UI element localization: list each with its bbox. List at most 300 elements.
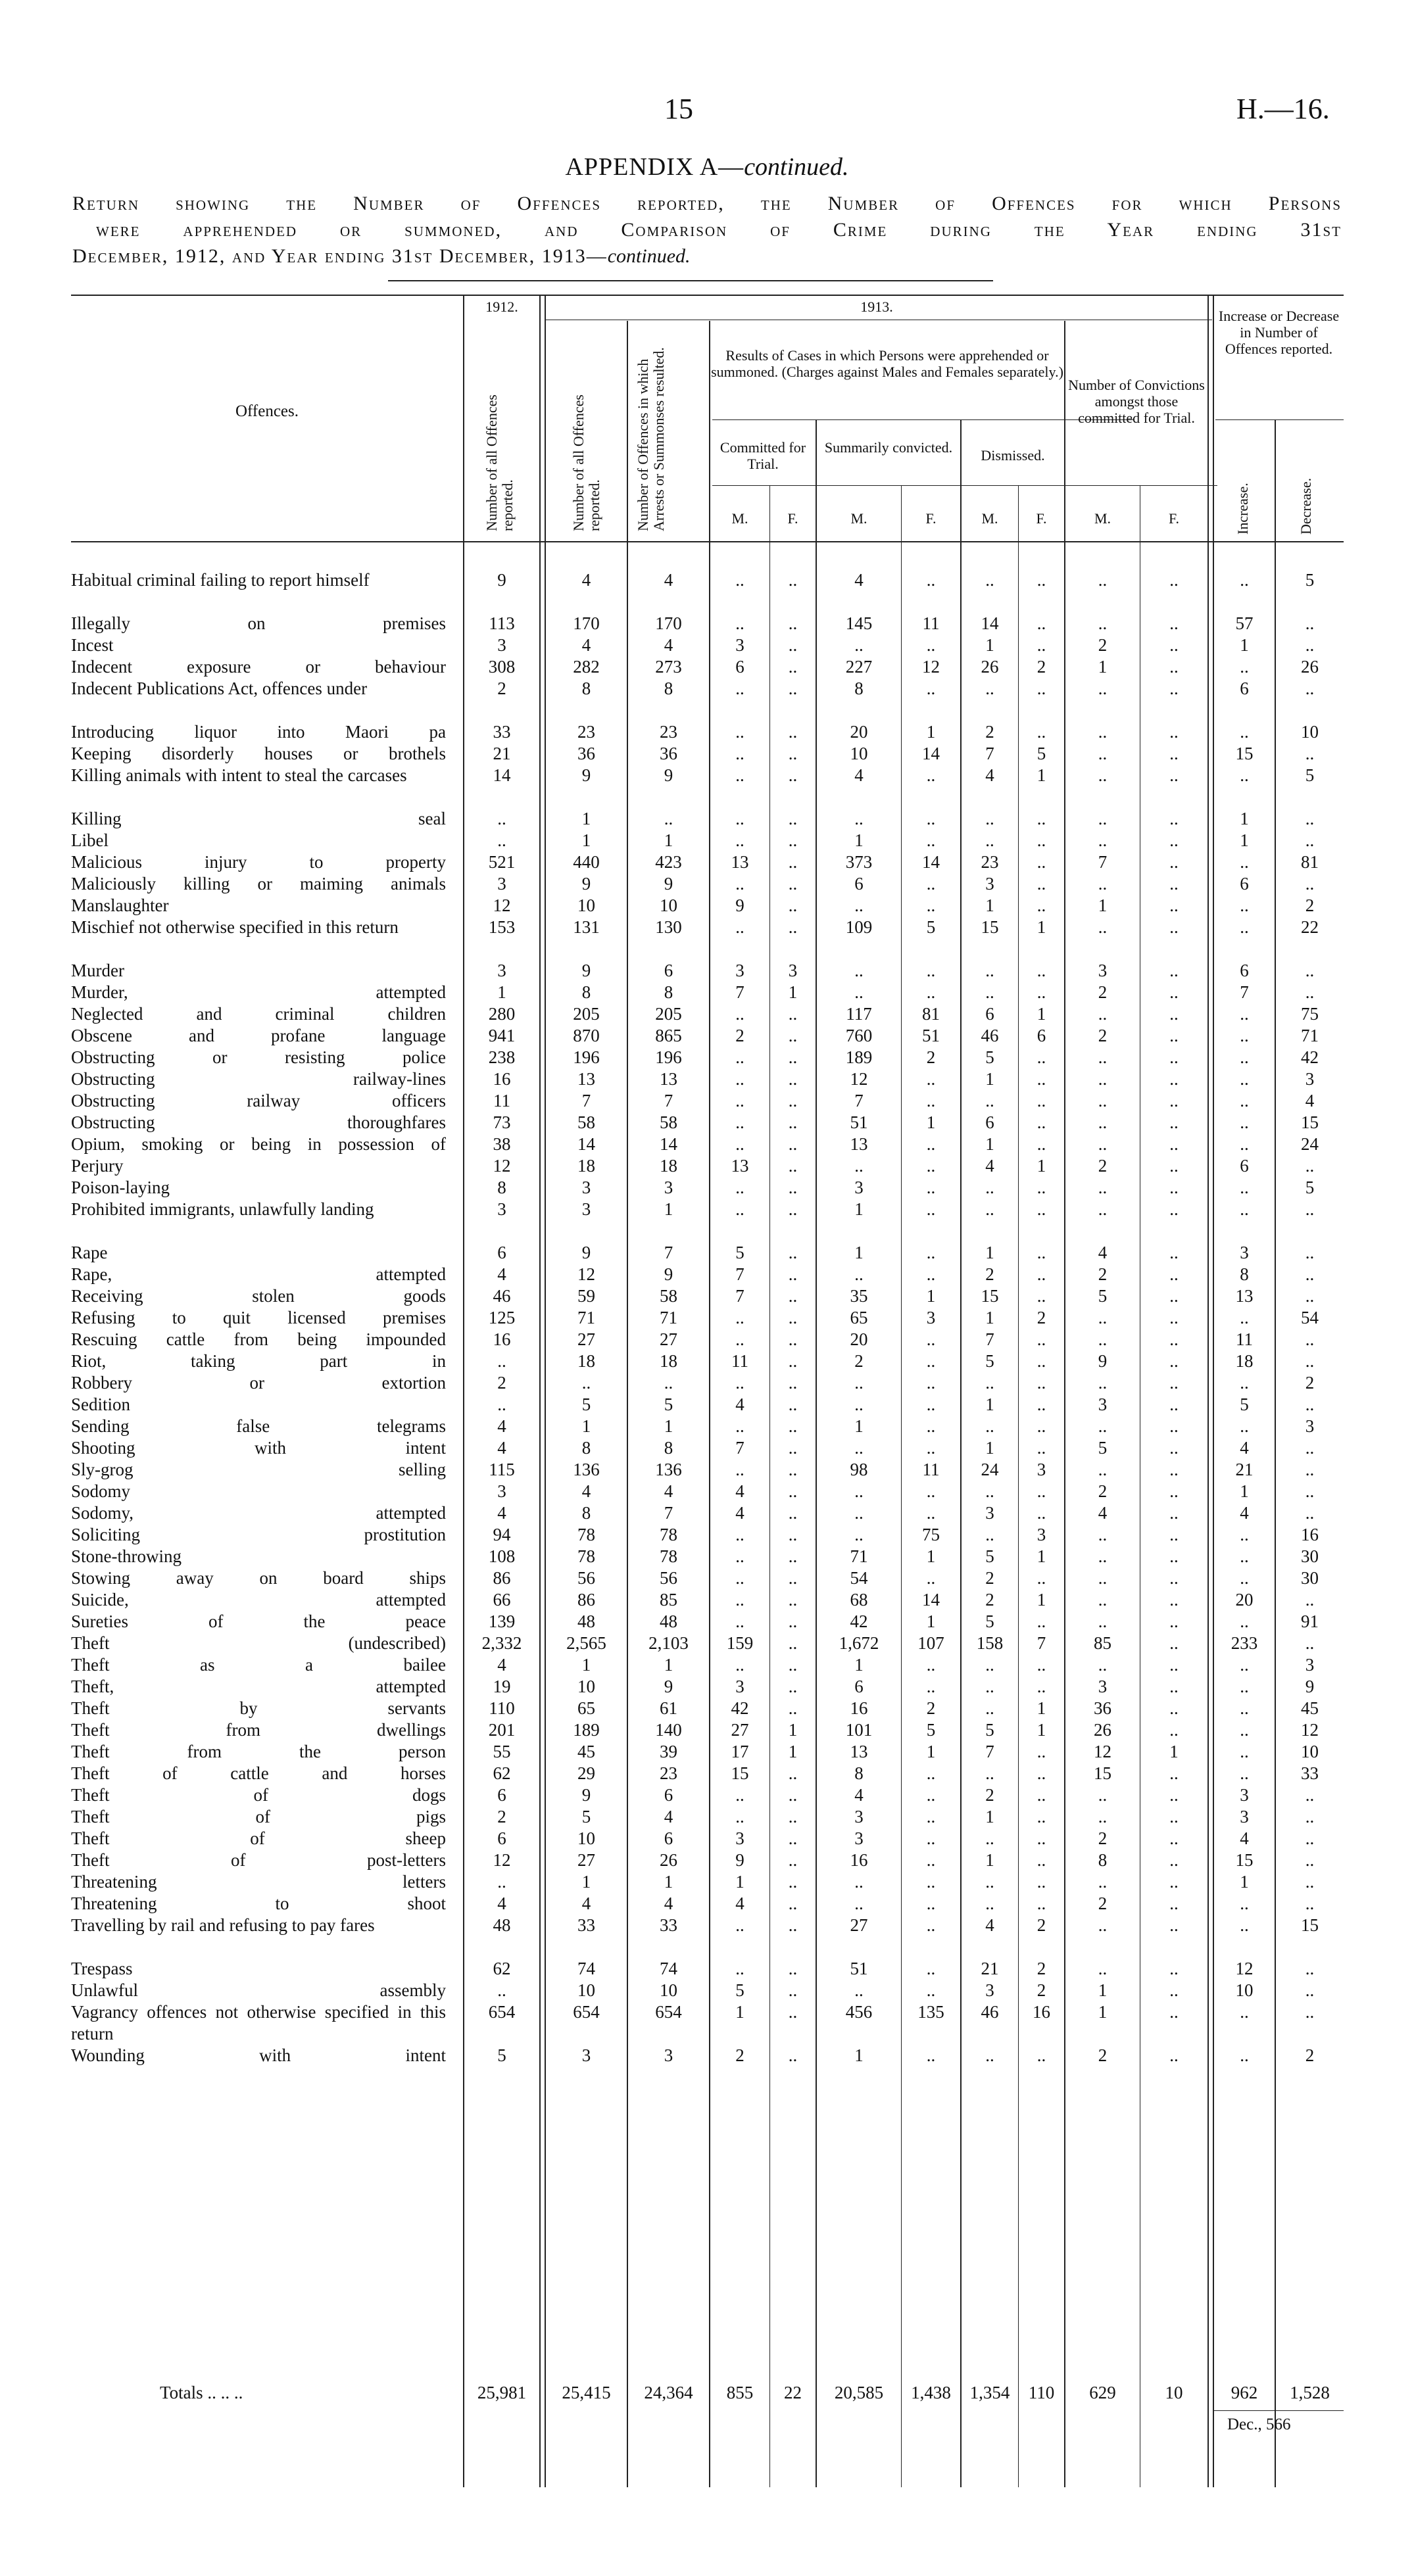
table-cell: 9 — [497, 570, 506, 590]
table-cell: .. — [735, 1568, 744, 1588]
table-cell: 2 — [497, 1807, 506, 1826]
table-cell: 15 — [1301, 1915, 1319, 1935]
table-cell: .. — [735, 1655, 744, 1675]
table-cell: .. — [1240, 1894, 1249, 1913]
table-cell: .. — [1036, 570, 1046, 590]
table-cell: 2 — [1098, 1894, 1108, 1913]
table-cell: 1 — [497, 982, 506, 1002]
table-cell: .. — [985, 1698, 994, 1718]
table-row — [71, 1459, 1344, 1481]
table-cell: 5 — [1098, 1438, 1108, 1458]
table-cell: 1 — [1098, 2002, 1108, 2022]
table-cell: 6 — [1240, 679, 1249, 698]
table-cell: 1 — [926, 1546, 936, 1566]
table-cell: .. — [926, 1828, 936, 1848]
table-cell: .. — [497, 1980, 506, 2000]
table-cell: .. — [1169, 744, 1179, 763]
table-cell: 3 — [1240, 1785, 1249, 1805]
table-cell: 1 — [1036, 1546, 1046, 1566]
table-cell: 5 — [735, 1243, 744, 1262]
table-cell: .. — [854, 895, 864, 915]
table-cell: .. — [1036, 1112, 1046, 1132]
table-cell: 9 — [664, 874, 673, 894]
table-cell: 4 — [985, 765, 994, 785]
offence-name: Obstructing or resisting police — [71, 1047, 446, 1067]
table-cell: 1 — [985, 1134, 994, 1154]
table-cell: .. — [1305, 1438, 1315, 1458]
offence-name: Rape — [71, 1243, 108, 1262]
table-cell: 4 — [497, 1438, 506, 1458]
table-cell: .. — [854, 1894, 864, 1913]
table-cell: 2,103 — [648, 1633, 689, 1653]
offence-name: Theft from dwellings — [71, 1720, 446, 1740]
offence-name: Opium, smoking or being in possession of — [71, 1134, 446, 1154]
totals-cell: 855 — [726, 2383, 754, 2402]
table-row — [71, 830, 1344, 851]
table-cell: .. — [788, 1134, 798, 1154]
offence-name: Obstructing railway officers — [71, 1091, 446, 1110]
table-cell: 17 — [731, 1742, 749, 1761]
table-cell: 46 — [493, 1286, 511, 1306]
table-cell: .. — [735, 1329, 744, 1349]
table-cell: .. — [735, 1590, 744, 1610]
table-cell: .. — [1169, 895, 1179, 915]
table-cell: .. — [1036, 1503, 1046, 1523]
table-row — [71, 1719, 1344, 1741]
table-cell: 10 — [850, 744, 868, 763]
table-cell: .. — [735, 1308, 744, 1327]
table-cell: 654 — [655, 2002, 682, 2022]
table-cell: 58 — [660, 1112, 677, 1132]
table-cell: 26 — [1301, 657, 1319, 677]
table-cell: .. — [735, 613, 744, 633]
table-cell: .. — [1240, 852, 1249, 872]
table-row — [71, 1264, 1344, 1285]
sub-rule-mf — [712, 485, 1217, 486]
table-cell: .. — [497, 1395, 506, 1414]
table-cell: 521 — [488, 852, 516, 872]
title-line-2: were apprehended or summoned, and Comparison of Crime during the Year ending 31st — [96, 219, 1342, 241]
table-cell: 13 — [850, 1742, 868, 1761]
table-cell: .. — [1305, 809, 1315, 828]
table-cell: 2,332 — [481, 1633, 522, 1653]
table-cell: .. — [985, 982, 994, 1002]
table-row — [71, 721, 1344, 743]
table-cell: 15 — [981, 1286, 999, 1306]
table-cell: 189 — [573, 1720, 600, 1740]
table-cell: 440 — [573, 852, 600, 872]
offence-name: Rescuing cattle from being impounded — [71, 1329, 446, 1349]
table-cell: .. — [1036, 1807, 1046, 1826]
table-cell: .. — [854, 961, 864, 980]
table-cell: 1,672 — [839, 1633, 879, 1653]
table-cell: 48 — [577, 1611, 595, 1631]
offence-name: Sodomy — [71, 1481, 131, 1501]
table-cell: 9 — [581, 1785, 591, 1805]
table-cell: 7 — [985, 744, 994, 763]
table-cell: .. — [735, 1460, 744, 1479]
table-cell: .. — [497, 830, 506, 850]
table-row — [71, 1654, 1344, 1676]
table-cell: .. — [788, 1416, 798, 1436]
table-cell: .. — [788, 2045, 798, 2065]
table-cell: 423 — [655, 852, 682, 872]
table-cell: 4 — [735, 1503, 744, 1523]
table-row — [71, 917, 1344, 960]
table-cell: 86 — [577, 1590, 595, 1610]
table-cell: .. — [788, 1894, 798, 1913]
table-cell: .. — [788, 1199, 798, 1219]
table-cell: 81 — [922, 1004, 940, 1024]
table-cell: 3 — [581, 1178, 591, 1197]
table-cell: 1 — [1036, 1720, 1046, 1740]
table-cell: 78 — [577, 1546, 595, 1566]
summarily-f-header: F. — [925, 510, 937, 527]
table-cell: .. — [1098, 1329, 1108, 1349]
table-cell: 6 — [1240, 961, 1249, 980]
table-cell: 6 — [854, 1677, 864, 1696]
table-cell: .. — [1169, 1134, 1179, 1154]
table-cell: .. — [985, 809, 994, 828]
table-cell: .. — [1169, 1373, 1179, 1393]
table-row — [71, 1524, 1344, 1546]
table-cell: 23 — [577, 722, 595, 742]
convictions-m-header: M. — [1094, 510, 1111, 527]
offence-name: Incest — [71, 635, 114, 655]
table-cell: 33 — [577, 1915, 595, 1935]
table-row — [71, 1546, 1344, 1567]
table-cell: 7 — [735, 1264, 744, 1284]
table-cell: .. — [1098, 679, 1108, 698]
table-cell: .. — [926, 1091, 936, 1110]
table-cell: .. — [1036, 1199, 1046, 1219]
table-cell: .. — [926, 1894, 936, 1913]
table-cell: .. — [788, 1785, 798, 1805]
table-cell: 205 — [655, 1004, 682, 1024]
offence-name: Theft of dogs — [71, 1785, 446, 1805]
table-cell: 2 — [854, 1351, 864, 1371]
table-cell: 15 — [1094, 1763, 1111, 1783]
table-cell: .. — [985, 1677, 994, 1696]
table-row — [71, 1481, 1344, 1502]
table-cell: 98 — [850, 1460, 868, 1479]
offence-name: Soliciting prostitution — [71, 1525, 446, 1544]
table-cell: 78 — [660, 1525, 677, 1544]
table-cell: 7 — [985, 1742, 994, 1761]
reported-1912-header: Number of all Offences reported. — [483, 394, 516, 531]
title-rule — [388, 280, 993, 281]
table-cell: .. — [854, 1872, 864, 1892]
table-cell: .. — [735, 1134, 744, 1154]
table-row — [71, 1567, 1344, 1589]
table-cell: 5 — [1036, 744, 1046, 763]
table-cell: .. — [788, 1004, 798, 1024]
table-cell: 4 — [664, 1807, 673, 1826]
table-cell: .. — [1098, 1112, 1108, 1132]
totals-cell: 20,585 — [834, 2383, 884, 2402]
table-cell: .. — [1240, 1047, 1249, 1067]
table-cell: .. — [1036, 1243, 1046, 1262]
table-cell: .. — [735, 1915, 744, 1935]
table-cell: 4 — [497, 1894, 506, 1913]
table-cell: .. — [788, 809, 798, 828]
table-cell: 4 — [664, 1894, 673, 1913]
offence-name: Sedition — [71, 1395, 131, 1414]
table-cell: 1 — [664, 1416, 673, 1436]
table-row — [71, 2001, 1344, 2045]
table-cell: .. — [1169, 1894, 1179, 1913]
table-cell: .. — [788, 1481, 798, 1501]
table-cell: .. — [1240, 2002, 1249, 2022]
table-cell: 30 — [1301, 1568, 1319, 1588]
table-cell: .. — [1169, 852, 1179, 872]
table-cell: .. — [1305, 1264, 1315, 1284]
table-cell: .. — [1098, 917, 1108, 937]
table-cell: .. — [1036, 1742, 1046, 1761]
table-cell: 3 — [497, 1481, 506, 1501]
table-cell: 145 — [845, 613, 873, 633]
table-cell: .. — [1169, 657, 1179, 677]
table-cell: .. — [926, 1416, 936, 1436]
table-cell: .. — [926, 1156, 936, 1176]
table-cell: .. — [1036, 635, 1046, 655]
offence-name: Vagrancy offences not otherwise specified in this return — [71, 2002, 446, 2043]
table-cell: 4 — [497, 1416, 506, 1436]
totals-cell: 1,354 — [969, 2383, 1010, 2402]
table-cell: .. — [854, 1503, 864, 1523]
table-cell: .. — [788, 1850, 798, 1870]
table-cell: .. — [926, 961, 936, 980]
table-cell: 8 — [854, 679, 864, 698]
table-cell: .. — [735, 1069, 744, 1089]
table-cell: .. — [1305, 1959, 1315, 1978]
table-top-rule — [71, 295, 1344, 296]
table-cell: 4 — [664, 570, 673, 590]
table-cell: .. — [788, 765, 798, 785]
table-cell: 57 — [1235, 613, 1254, 633]
table-cell: 8 — [581, 1438, 591, 1458]
year-1912-header: 1912. — [485, 298, 518, 315]
table-cell: .. — [1240, 1026, 1249, 1045]
table-cell: .. — [1169, 1915, 1179, 1935]
table-cell: .. — [926, 1243, 936, 1262]
table-cell: 71 — [660, 1308, 677, 1327]
table-cell: 11 — [922, 613, 940, 633]
table-cell: 54 — [850, 1568, 868, 1588]
table-cell: 7 — [664, 1503, 673, 1523]
table-cell: 109 — [845, 917, 873, 937]
table-cell: .. — [985, 1872, 994, 1892]
table-cell: 3 — [1098, 1677, 1108, 1696]
table-cell: 2 — [1305, 2045, 1315, 2065]
table-cell: 196 — [573, 1047, 600, 1067]
table-cell: .. — [788, 1286, 798, 1306]
offence-name: Wounding with intent — [71, 2045, 446, 2065]
table-cell: .. — [1240, 1742, 1249, 1761]
table-row — [71, 1003, 1344, 1025]
offence-name: Obscene and profane language — [71, 1026, 446, 1045]
offence-name: Sureties of the peace — [71, 1611, 446, 1631]
table-cell: .. — [1240, 1134, 1249, 1154]
table-cell: 9 — [735, 1850, 744, 1870]
table-cell: 2 — [926, 1047, 936, 1067]
table-cell: 3 — [985, 1503, 994, 1523]
table-cell: .. — [1169, 1329, 1179, 1349]
table-cell: .. — [1169, 1438, 1179, 1458]
table-cell: .. — [926, 1503, 936, 1523]
table-cell: 7 — [664, 1091, 673, 1110]
convictions-header: Number of Convictions amongst those committed for Trial. — [1068, 377, 1205, 426]
table-cell: .. — [1169, 613, 1179, 633]
table-cell: 12 — [493, 1156, 511, 1176]
table-cell: .. — [1240, 1373, 1249, 1393]
table-row — [71, 1372, 1344, 1394]
title-line-3: December, 1912, and Year ending 31st December, 1913—continued. — [72, 245, 691, 267]
table-cell: 2 — [985, 1590, 994, 1610]
table-cell: 7 — [985, 1329, 994, 1349]
table-cell: 85 — [660, 1590, 677, 1610]
table-cell: 22 — [1301, 917, 1319, 937]
table-row — [71, 1958, 1344, 1980]
table-cell: 2 — [497, 679, 506, 698]
table-cell: 3 — [581, 1199, 591, 1219]
summarily-m-header: M. — [850, 510, 867, 527]
table-cell: 125 — [488, 1308, 516, 1327]
table-row — [71, 1589, 1344, 1611]
table-cell: 6 — [985, 1004, 994, 1024]
table-cell: .. — [788, 874, 798, 894]
table-cell: .. — [1240, 1568, 1249, 1588]
table-cell: .. — [1098, 1915, 1108, 1935]
table-cell: 66 — [493, 1590, 511, 1610]
table-cell: .. — [926, 1959, 936, 1978]
table-cell: .. — [788, 1373, 798, 1393]
table-cell: .. — [1036, 1178, 1046, 1197]
table-cell: .. — [1169, 1460, 1179, 1479]
table-cell: 2 — [735, 2045, 744, 2065]
table-cell: 1 — [926, 1286, 936, 1306]
table-cell: .. — [1169, 1698, 1179, 1718]
table-cell: .. — [497, 1872, 506, 1892]
offence-name: Theft (undescribed) — [71, 1633, 446, 1653]
offence-name: Indecent Publications Act, offences under — [71, 679, 368, 698]
offence-name: Theft, attempted — [71, 1677, 446, 1696]
table-cell: .. — [926, 570, 936, 590]
table-cell: .. — [1169, 1633, 1179, 1653]
offence-name: Theft by servants — [71, 1698, 446, 1718]
table-cell: .. — [985, 1373, 994, 1393]
table-cell: 2 — [1098, 1026, 1108, 1045]
table-cell: .. — [735, 917, 744, 937]
table-cell: 15 — [731, 1763, 749, 1783]
table-cell: .. — [1169, 1850, 1179, 1870]
offence-name: Rape, attempted — [71, 1264, 446, 1284]
table-cell: .. — [985, 2045, 994, 2065]
table-cell: 1 — [1098, 657, 1108, 677]
table-cell: 1 — [735, 1872, 744, 1892]
table-cell: .. — [1169, 1481, 1179, 1501]
table-cell: .. — [926, 1655, 936, 1675]
table-row — [71, 1350, 1344, 1372]
table-row — [71, 1307, 1344, 1329]
table-cell: 5 — [985, 1351, 994, 1371]
table-cell: .. — [1169, 1980, 1179, 2000]
table-cell: .. — [788, 744, 798, 763]
table-cell: 1 — [1036, 917, 1046, 937]
table-cell: .. — [1305, 1481, 1315, 1501]
paper-reference: H.—16. — [1236, 93, 1330, 125]
offences-header: Offences. — [235, 402, 299, 420]
table-row — [71, 1698, 1344, 1719]
table-cell: .. — [1240, 1091, 1249, 1110]
table-cell: 9 — [581, 961, 591, 980]
table-cell: .. — [1169, 830, 1179, 850]
table-cell: 2 — [1098, 635, 1108, 655]
table-cell: .. — [788, 1243, 798, 1262]
table-cell: .. — [1098, 1525, 1108, 1544]
table-cell: .. — [735, 722, 744, 742]
table-cell: .. — [926, 895, 936, 915]
totals-cell: 25,415 — [562, 2383, 611, 2402]
table-row — [71, 1437, 1344, 1459]
table-cell: 46 — [981, 2002, 999, 2022]
table-cell: 9 — [664, 1677, 673, 1696]
table-cell: .. — [1169, 765, 1179, 785]
table-cell: .. — [1305, 1243, 1315, 1262]
table-cell: .. — [1169, 874, 1179, 894]
table-cell: .. — [926, 1438, 936, 1458]
table-cell: 136 — [573, 1460, 600, 1479]
table-cell: 10 — [1301, 1742, 1319, 1761]
table-cell: .. — [788, 1633, 798, 1653]
table-cell: 1 — [926, 1742, 936, 1761]
table-cell: .. — [985, 1199, 994, 1219]
table-cell: 21 — [1235, 1460, 1254, 1479]
table-cell: .. — [788, 830, 798, 850]
table-cell: .. — [735, 1373, 744, 1393]
table-cell: 1 — [985, 1308, 994, 1327]
table-cell: 75 — [922, 1525, 940, 1544]
table-cell: 71 — [850, 1546, 868, 1566]
table-cell: 3 — [581, 2045, 591, 2065]
table-cell: 8 — [581, 1503, 591, 1523]
table-cell: .. — [735, 1112, 744, 1132]
offence-name: Perjury — [71, 1156, 124, 1176]
totals-cell: 24,364 — [644, 2383, 693, 2402]
offence-name: Unlawful assembly — [71, 1980, 446, 2000]
table-cell: .. — [1305, 2002, 1315, 2022]
table-row — [71, 1177, 1344, 1199]
table-cell: .. — [854, 982, 864, 1002]
table-cell: .. — [735, 1959, 744, 1978]
table-cell: 14 — [922, 1590, 940, 1610]
table-cell: .. — [788, 1264, 798, 1284]
table-row — [71, 1893, 1344, 1915]
table-cell: .. — [788, 635, 798, 655]
table-cell: .. — [735, 1525, 744, 1544]
table-cell: .. — [1036, 809, 1046, 828]
table-cell: 65 — [850, 1308, 868, 1327]
table-cell: .. — [1036, 1134, 1046, 1154]
table-cell: .. — [926, 1980, 936, 2000]
table-cell: 4 — [1098, 1503, 1108, 1523]
table-cell: .. — [1169, 1264, 1179, 1284]
table-cell: 4 — [1240, 1438, 1249, 1458]
table-cell: 13 — [1235, 1286, 1254, 1306]
table-row — [71, 1741, 1344, 1763]
table-cell: .. — [788, 613, 798, 633]
table-cell: .. — [1240, 1677, 1249, 1696]
